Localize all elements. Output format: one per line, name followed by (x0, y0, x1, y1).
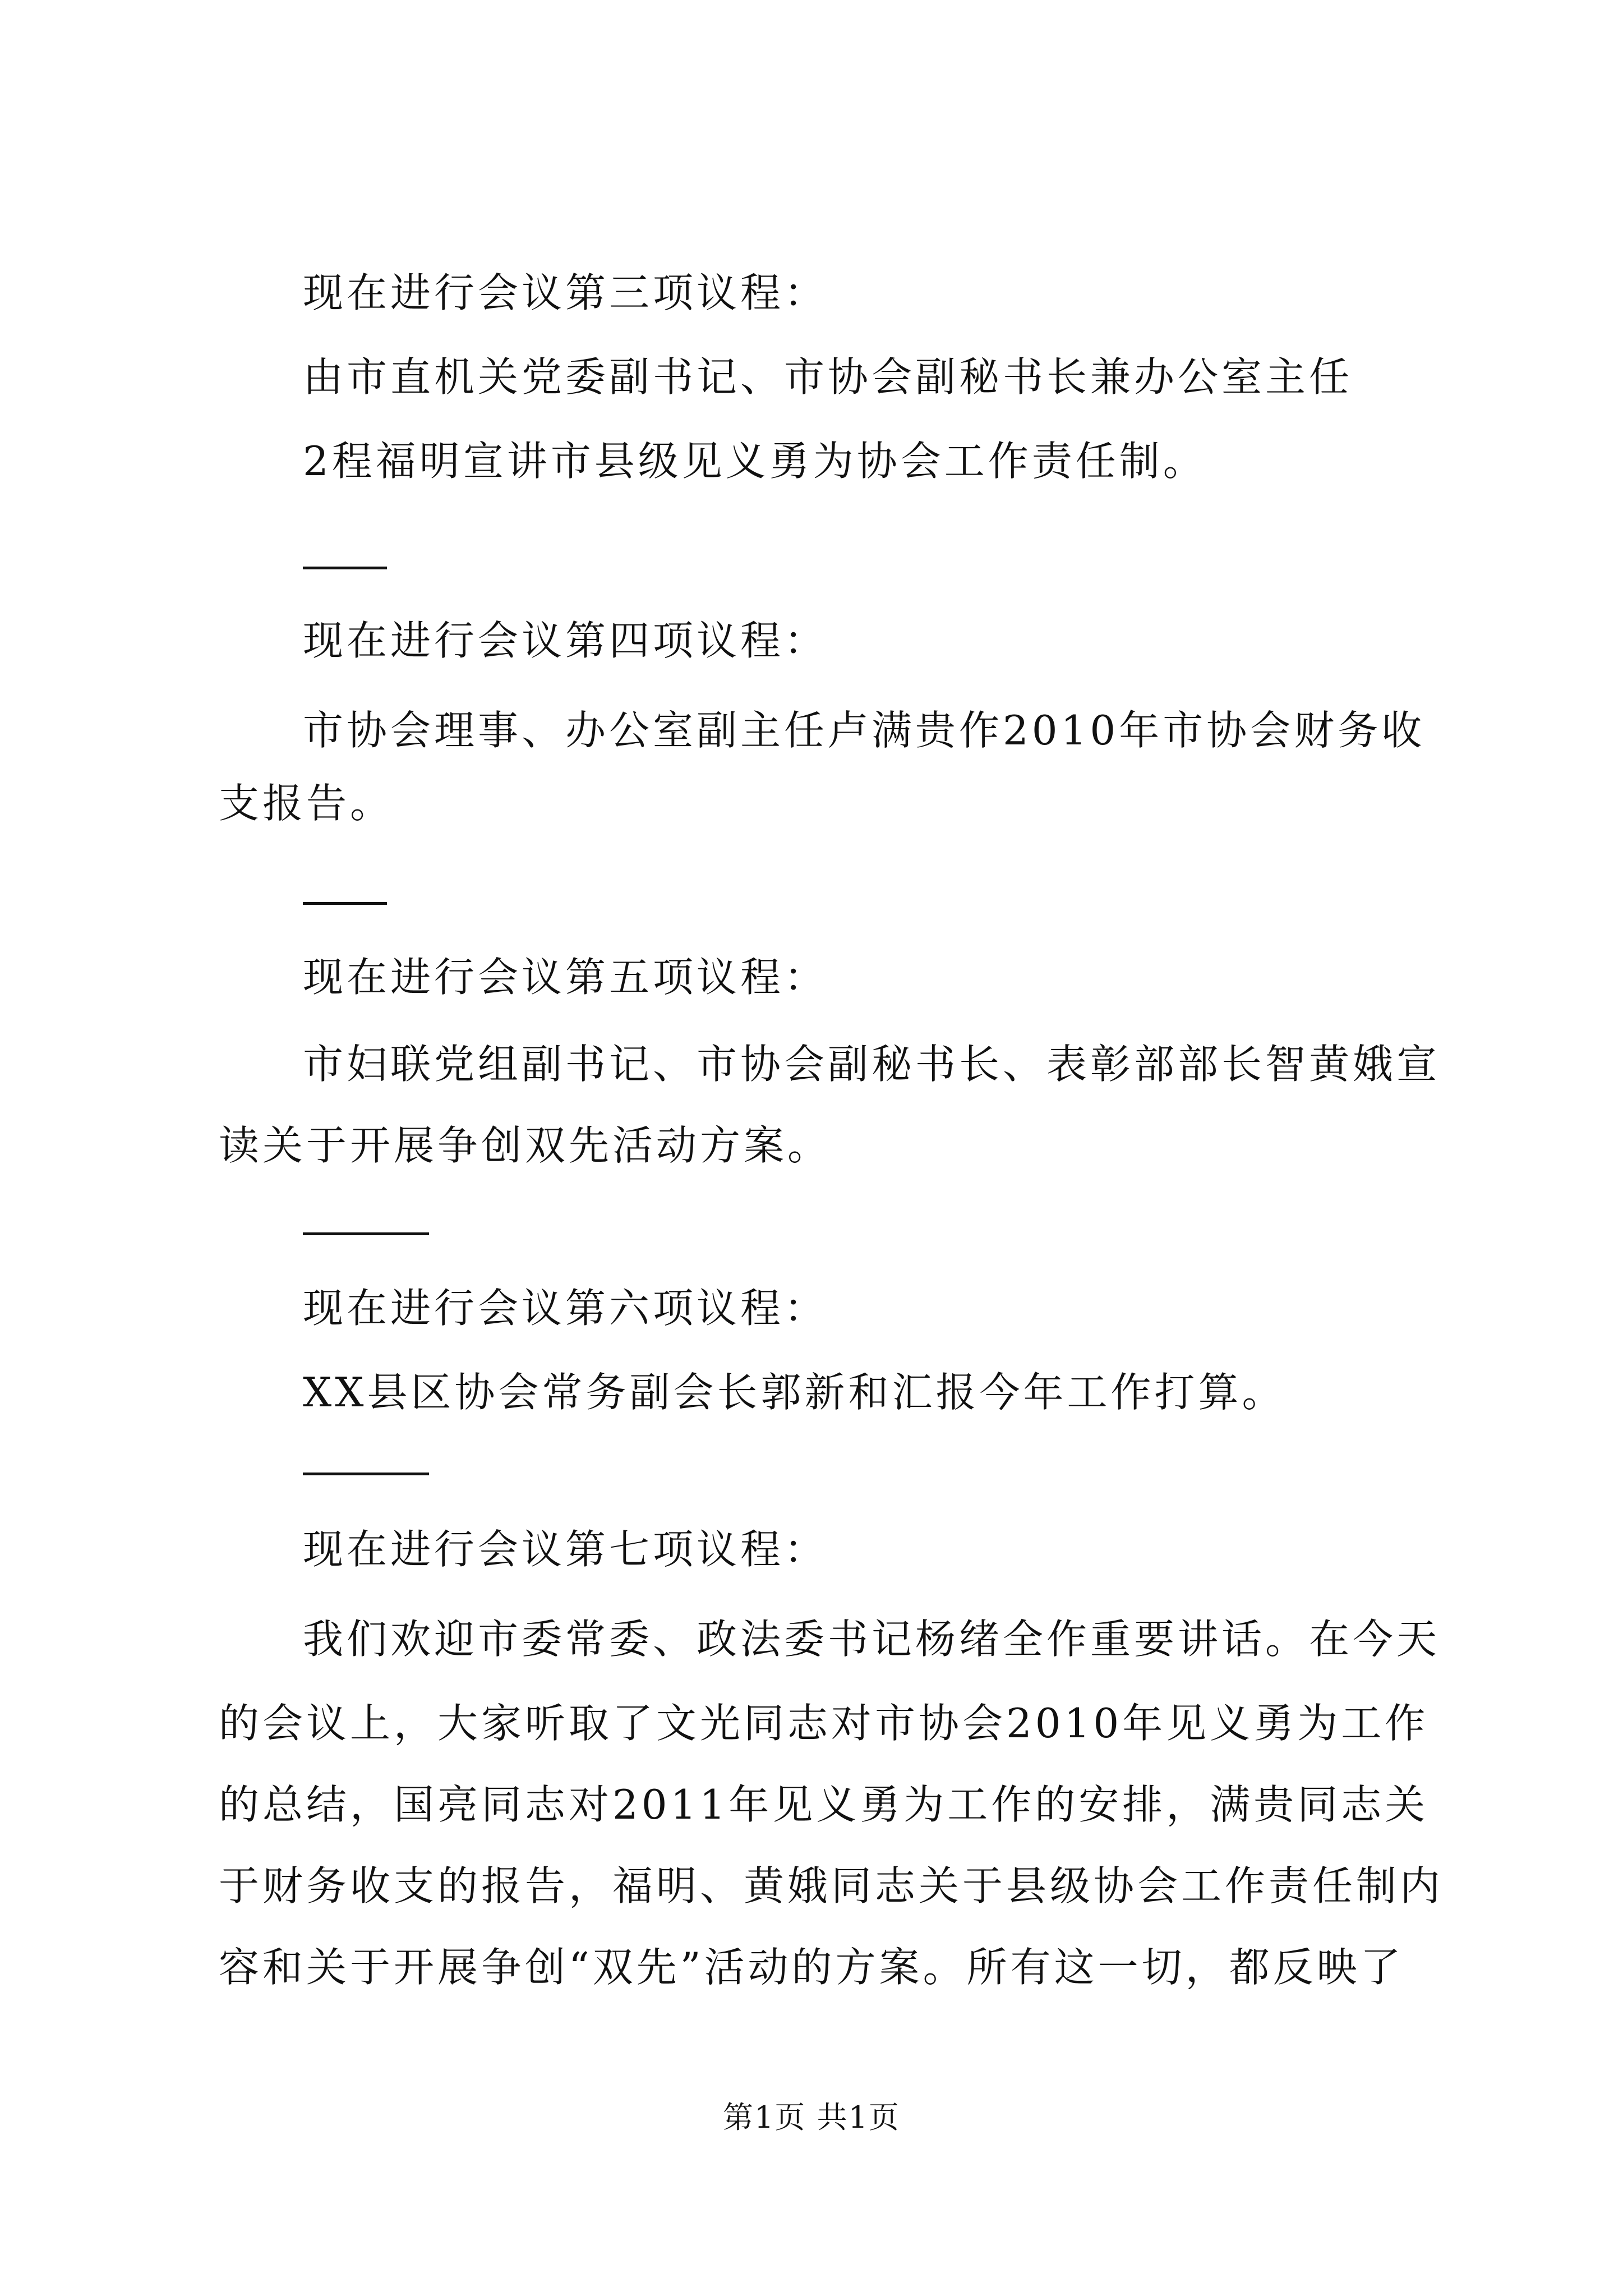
agenda-item-6-heading: 现在进行会议第六项议程： (303, 1285, 828, 1332)
agenda-item-3-line-1: 由市直机关党委副书记、市协会副秘书长兼办公室主任 (303, 353, 1353, 401)
agenda-item-5-line-2: 读关于开展争创双先活动方案。 (219, 1122, 832, 1169)
agenda-item-3-heading: 现在进行会议第三项议程： (303, 269, 828, 316)
agenda-item-7-heading: 现在进行会议第七项议程： (303, 1526, 828, 1573)
separator-dash (303, 567, 387, 569)
speech-paragraph-line-5: 容和关于开展争创“双先”活动的方案。所有这一切，都反映了 (219, 1944, 1404, 1991)
agenda-item-3-line-2: 2程福明宣讲市县级见义勇为协会工作责任制。 (303, 438, 1207, 485)
agenda-item-4-line-2: 支报告。 (219, 780, 394, 827)
separator-dash (303, 1473, 429, 1475)
separator-dash (303, 902, 387, 905)
agenda-item-6-line-1: XX县区协会常务副会长郭新和汇报今年工作打算。 (303, 1369, 1286, 1416)
speech-paragraph-line-2: 的会议上，大家听取了文光同志对市协会2010年见义勇为工作 (219, 1700, 1429, 1747)
agenda-item-4-heading: 现在进行会议第四项议程： (303, 617, 828, 664)
page-footer: 第1页 共1页 (723, 2100, 900, 2135)
separator-dash (303, 1232, 429, 1235)
speech-paragraph-line-4: 于财务收支的报告，福明、黄娥同志关于县级协会工作责任制内 (219, 1862, 1444, 1910)
agenda-item-4-line-1: 市协会理事、办公室副主任卢满贵作2010年市协会财务收 (303, 707, 1426, 754)
agenda-item-5-heading: 现在进行会议第五项议程： (303, 954, 828, 1001)
speech-paragraph-line-3: 的总结，国亮同志对2011年见义勇为工作的安排，满贵同志关 (219, 1781, 1429, 1828)
agenda-item-5-line-1: 市妇联党组副书记、市协会副秘书长、表彰部部长智黄娥宣 (303, 1041, 1441, 1088)
speech-paragraph-line-1: 我们欢迎市委常委、政法委书记杨绪全作重要讲话。在今天 (303, 1616, 1441, 1663)
